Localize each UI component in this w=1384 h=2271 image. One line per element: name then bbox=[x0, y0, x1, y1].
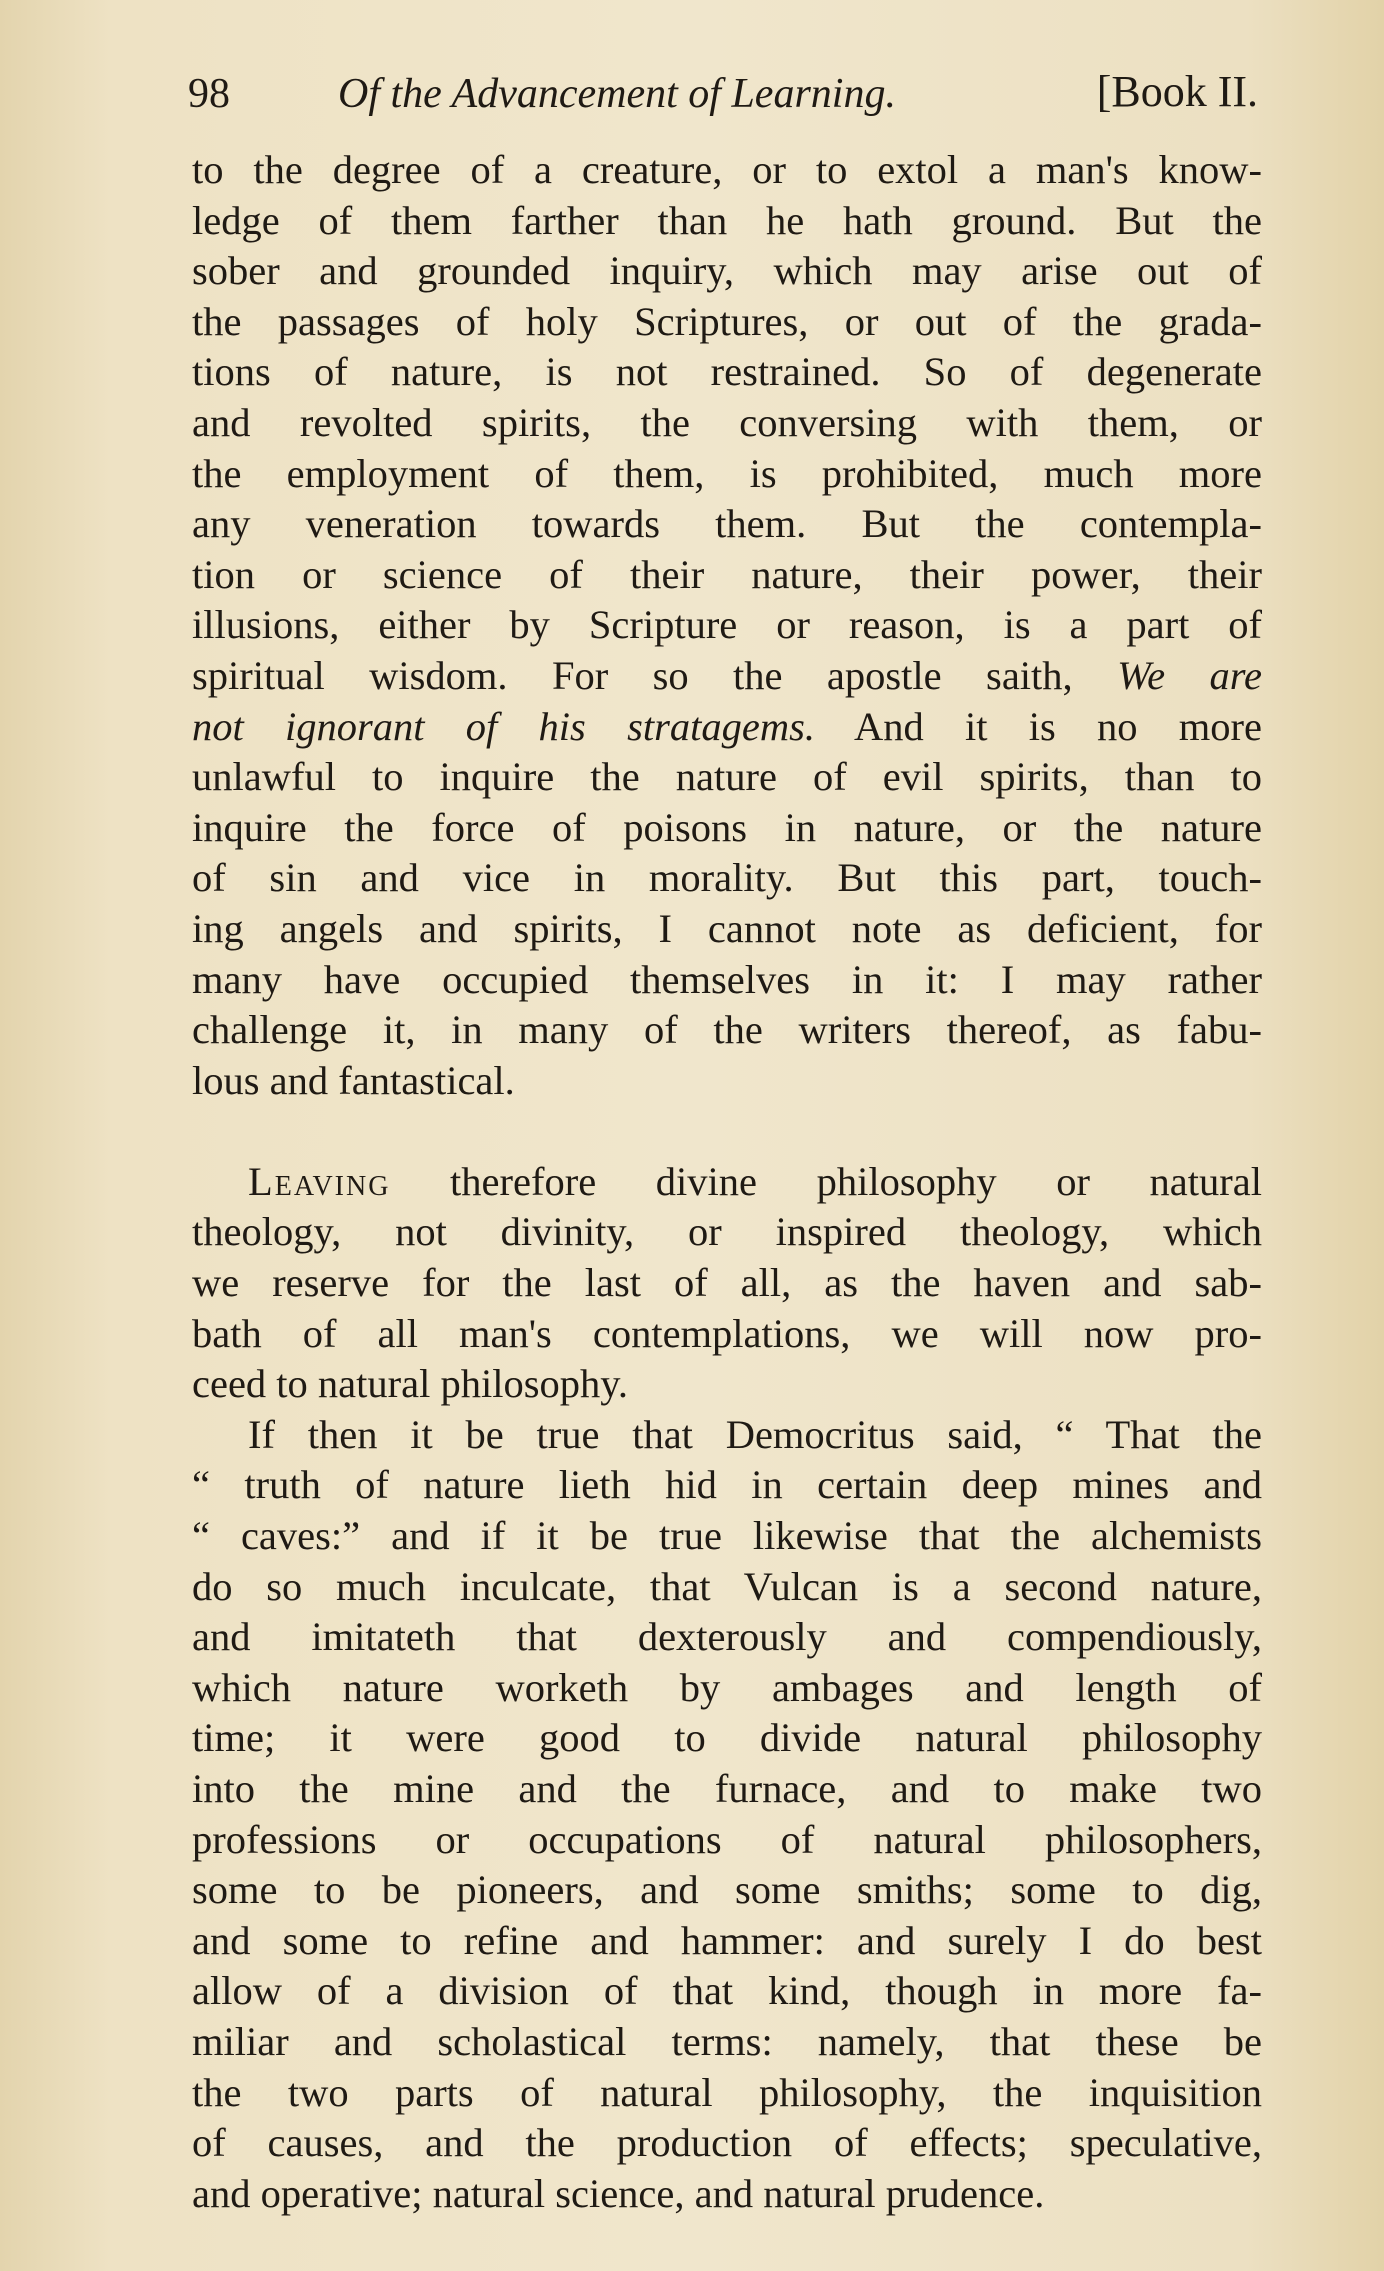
text-line: and imitateth that dexterously and compendiously, bbox=[192, 1614, 1262, 1660]
scripture-quote: We are bbox=[1117, 652, 1263, 698]
text-line: ceed to natural philosophy. bbox=[192, 1361, 629, 1407]
scripture-quote: not ignorant of his stratagems. bbox=[192, 703, 815, 749]
text-line: and revolted spirits, the conversing with them, or bbox=[192, 399, 1262, 445]
text-line: to the degree of a creature, or to extol a man's know- bbox=[192, 147, 1262, 192]
text-line: illusions, either by Scripture or reason, is a part of bbox=[192, 602, 1262, 648]
text-line bbox=[192, 1157, 1262, 1208]
text-line: “ truth of nature lieth hid in certain deep mines and bbox=[192, 1462, 1262, 1508]
page-body bbox=[192, 145, 1262, 2219]
text-line: and some to refine and hammer: and surely I do best bbox=[192, 1917, 1262, 1963]
text-line: we reserve for the last of all, as the haven and sab- bbox=[192, 1260, 1262, 1306]
text-line: any veneration towards them. But the contempla- bbox=[192, 501, 1262, 547]
page-header bbox=[188, 62, 1258, 132]
text-line: miliar and scholastical terms: namely, that these be bbox=[192, 2018, 1262, 2064]
text-line: the passages of holy Scriptures, or out of the grada- bbox=[192, 298, 1262, 344]
text-line: sober and grounded inquiry, which may arise out of bbox=[192, 248, 1262, 294]
text-line: lous and fantastical. bbox=[192, 1057, 515, 1103]
line-text: And it is no more bbox=[854, 703, 1263, 749]
text-line: ledge of them farther than he hath ground. But the bbox=[192, 197, 1262, 243]
text-line: into the mine and the furnace, and to make two bbox=[192, 1766, 1262, 1811]
text-line: unlawful to inquire the nature of evil spirits, than to bbox=[192, 754, 1262, 800]
running-title: Of the Advancement of Learning. bbox=[338, 71, 896, 117]
text-line: “ caves:” and if it be true likewise that the alchemists bbox=[192, 1513, 1262, 1559]
line-text: therefore divine philosophy or natural bbox=[450, 1158, 1262, 1204]
text-line: which nature worketh by ambages and length of bbox=[192, 1664, 1262, 1710]
text-line: tions of nature, is not restrained. So of degenerate bbox=[192, 349, 1262, 395]
text-line: of sin and vice in morality. But this part, touch- bbox=[192, 855, 1262, 901]
text-line: many have occupied themselves in it: I may rather bbox=[192, 956, 1262, 1002]
text-line: theology, not divinity, or inspired theology, which bbox=[192, 1209, 1262, 1255]
paragraph-gap bbox=[192, 1106, 1262, 1157]
text-line: do so much inculcate, that Vulcan is a second nature, bbox=[192, 1563, 1262, 1609]
text-line: and operative; natural science, and natural prudence. bbox=[192, 2170, 1045, 2216]
text-line: If then it be true that Democritus said, “ That the bbox=[248, 1411, 1262, 1457]
text-line: some to be pioneers, and some smiths; some to dig, bbox=[192, 1867, 1262, 1913]
paragraph-2 bbox=[192, 1157, 1262, 1410]
text-line: challenge it, in many of the writers thereof, as fabu- bbox=[192, 1007, 1262, 1053]
text-line: tion or science of their nature, their power, their bbox=[192, 551, 1262, 597]
text-line: ing angels and spirits, I cannot note as deficient, for bbox=[192, 905, 1262, 951]
lead-word: Leaving bbox=[248, 1158, 391, 1204]
line-text: spiritual wisdom. For so the apostle saith, bbox=[192, 652, 1073, 698]
text-line: of causes, and the production of effects; speculative, bbox=[192, 2120, 1262, 2166]
text-line: time; it were good to divide natural philosophy bbox=[192, 1715, 1262, 1761]
text-line: the employment of them, is prohibited, much more bbox=[192, 450, 1262, 496]
text-line: professions or occupations of natural philosophers, bbox=[192, 1816, 1262, 1862]
text-line: allow of a division of that kind, though in more fa- bbox=[192, 1968, 1262, 2014]
text-line bbox=[192, 702, 1262, 753]
text-line: bath of all man's contemplations, we will now pro- bbox=[192, 1310, 1262, 1356]
paragraph-1 bbox=[192, 145, 1262, 1106]
text-line bbox=[192, 651, 1262, 702]
text-line: the two parts of natural philosophy, the inquisition bbox=[192, 2069, 1262, 2115]
page-number: 98 bbox=[188, 71, 230, 117]
paragraph-3 bbox=[192, 1410, 1262, 2220]
book-label: [Book II. bbox=[1096, 67, 1258, 116]
text-line: inquire the force of poisons in nature, or the nature bbox=[192, 804, 1262, 850]
